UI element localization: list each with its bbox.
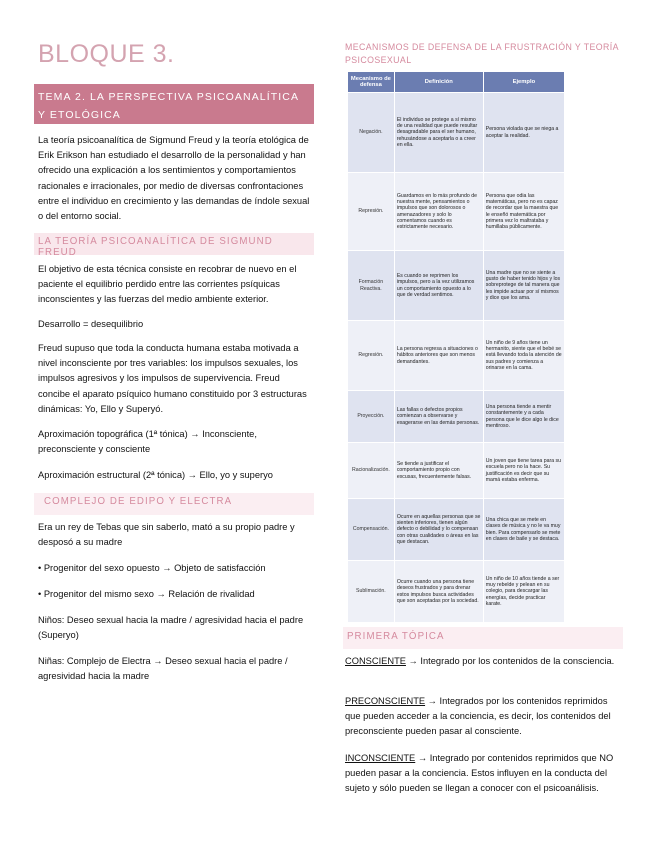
mechanism-name: Negación.: [348, 93, 395, 173]
preconsciente-text: → Integrados por los contenidos reprimidos que pueden acceder a la conciencia, es decir, los contenidos del preconsciente pueden pasar al consciente.: [345, 696, 611, 737]
table-row: [348, 173, 565, 251]
inconsciente-label: INCONSCIENTE: [345, 753, 416, 763]
mechanism-definition: Guardamos en lo más profundo de nuestra mente, pensamientos o impulsos que son dolorosos o amenazadores y solo lo comentamos cuando es estrictamente necesario.: [394, 173, 483, 251]
intro-paragraph: La teoría psicoanalítica de Sigmund Freud y la teoría etológica de Erik Erikson han estudiado el desarrollo de la personalidad y han ofrecido una explicación a los sentimientos y comportamientos racionales e irracionales, por medio de diversas confrontaciones entre el individuo en crecimiento y las demandas de índole sexual o del entorno social.: [38, 135, 310, 222]
table-row: [348, 499, 565, 561]
section-freud-header: [34, 233, 314, 258]
edipo-paragraph-3: Niñas: Complejo de Electra → Deseo sexual hacia el padre / agresividad hacia la madre: [38, 656, 288, 682]
edipo-bullet-1: • Progenitor del sexo opuesto → Objeto de satisfacción: [38, 563, 266, 573]
mechanism-definition: La persona regresa a situaciones o hábitos anteriores que son menos demandantes.: [394, 321, 483, 391]
table-row: [348, 93, 565, 173]
page-title: BLOQUE 3.: [38, 40, 175, 68]
defense-mechanisms-heading: MECANISMOS DE DEFENSA DE LA FRUSTRACIÓN Y TEORÍA PSICOSEXUAL: [345, 42, 619, 65]
freud-paragraph-5: Aproximación estructural (2ª tónica) → Ello, yo y superyo: [38, 470, 273, 480]
mechanism-name: Proyección.: [348, 391, 395, 443]
table-row: [348, 443, 565, 499]
freud-paragraph-3: Freud supuso que toda la conducta humana estaba motivada a nivel inconsciente por tres variables: los impulsos sexuales, los impulsos agresivos y los impulsos de supervivencia. Freud concibe el aparato psíquico humano constituido por 3 estructuras dinámicas: Yo, Ello y Superyó.: [38, 343, 307, 414]
mechanism-example: Persona violada que se niega a aceptar la realidad.: [483, 93, 564, 173]
table-row: [348, 561, 565, 623]
edipo-paragraph-2: Niños: Deseo sexual hacia la madre / agresividad hacia el padre (Superyo): [38, 615, 304, 641]
tema-banner: [34, 84, 314, 124]
preconsciente-paragraph: [345, 694, 621, 740]
freud-paragraph-1: El objetivo de esta técnica consiste en recobrar de nuevo en el paciente el equilibrio perdido entre las corrientes psíquicas inconscientes y las fuerzas del medio ambiente exterior.: [38, 264, 297, 305]
mechanism-example: Un niño de 9 años tiene un hermanito, siente que el bebé se está llevando toda la atención de sus padres y comienza a orinarse en la cama.: [483, 321, 564, 391]
table-header-row: [348, 72, 565, 93]
mechanism-definition: Se tiende a justificar el comportamiento propio con excusas, frecuentemente falsas.: [394, 443, 483, 499]
mechanism-definition: Las fallas o defectos propios comienzan a observarse y exagerarse en las demás personas.: [394, 391, 483, 443]
mechanism-example: Una persona tiende a mentir constantemente y a cada persona que le dice algo le dice mentiroso.: [483, 391, 564, 443]
mechanism-name: Formación Reactiva.: [348, 251, 395, 321]
mechanism-example: Un niño de 10 años tiende a ser muy rebelde y pelean en su colegio, para descargar las energías, decide practicar karate.: [483, 561, 564, 623]
mechanism-example: Persona que odia las matemáticas, pero no es capaz de recordar que la maestra que le enseñó matemática por primera vez lo maltrataba y humillaba públicamente.: [483, 173, 564, 251]
preconsciente-label: PRECONSCIENTE: [345, 696, 426, 706]
edipo-paragraph-1: Era un rey de Tebas que sin saberlo, mató a su propio padre y desposó a su madre: [38, 522, 295, 548]
section-edipo-header: [34, 493, 314, 515]
freud-paragraph-2: Desarrollo = desequilibrio: [38, 319, 144, 329]
consciente-paragraph: [345, 654, 621, 669]
consciente-text: → Integrado por los contenidos de la consciencia.: [405, 656, 615, 666]
mechanism-example: Una madre que no se siente a gusto de haber tenido hijos y los sobreprotege de tal manera que les impide actuar por sí mismos y dice que los ama.: [483, 251, 564, 321]
mechanism-definition: El individuo se protege a sí mismo de una realidad que puede resultar desagradable para el ser humano, rehusándose a aceptarla o a creer en ella.: [394, 93, 483, 173]
section-freud-title: LA TEORÍA PSICOANALÍTICA DE SIGMUND FREUD: [38, 236, 273, 258]
mechanism-definition: Es cuando se reprimen los impulsos, pero a la vez utilizamos un comportamiento opuesto a lo que de verdad sentimos.: [394, 251, 483, 321]
freud-paragraph-4: Aproximación topográfica (1ª tónica) → Inconsciente, preconsciente y consciente: [38, 429, 257, 455]
table-row: [348, 251, 565, 321]
tema-title: TEMA 2. LA PERSPECTIVA PSICOANALÍTICA Y ETOLÓGICA: [38, 91, 299, 121]
table-header-cell: Definición: [394, 72, 483, 93]
section-edipo-title: COMPLEJO DE EDIPO Y ELECTRA: [44, 496, 233, 507]
table-header-cell: Ejemplo: [483, 72, 564, 93]
section-topica-title: PRIMERA TÓPICA: [347, 631, 445, 642]
table-header-cell: Mecanismo de defensa: [348, 72, 395, 93]
mechanism-name: Racionalización.: [348, 443, 395, 499]
mechanism-name: Compensación.: [348, 499, 395, 561]
mechanism-example: Una chica que se mete en clases de música y no le va muy bien. Para compensarlo se mete en clases de baile y se destaca.: [483, 499, 564, 561]
table-row: [348, 321, 565, 391]
mechanism-name: Sublimación.: [348, 561, 395, 623]
section-topica-header: [343, 627, 623, 649]
inconsciente-text: → Integrado por contenidos reprimidos que NO pueden pasar a la conciencia. Estos influyen en la conducta del sujeto y sólo pueden se llegan a conocer con el psicoanálisis.: [345, 753, 614, 794]
consciente-label: CONSCIENTE: [345, 656, 406, 666]
mechanism-definition: Ocurre cuando una persona tiene deseos frustrados y para drenar estos impulsos busca actividades que son aceptadas por la sociedad.: [394, 561, 483, 623]
table-row: [348, 391, 565, 443]
mechanism-name: Regresión.: [348, 321, 395, 391]
mechanism-name: Represión.: [348, 173, 395, 251]
inconsciente-paragraph: [345, 751, 621, 797]
mechanism-example: Un joven que tiene tarea para su escuela pero no la hace. Su justificación es decir que su mamá estaba enferma.: [483, 443, 564, 499]
mechanism-definition: Ocurre en aquellas personas que se sienten inferiores, tienen algún defecto o debilidad y lo compensan con otras cualidades o áreas en las que destacan.: [394, 499, 483, 561]
edipo-bullet-2: • Progenitor del mismo sexo → Relación de rivalidad: [38, 589, 255, 599]
defense-mechanisms-table: [347, 71, 565, 623]
